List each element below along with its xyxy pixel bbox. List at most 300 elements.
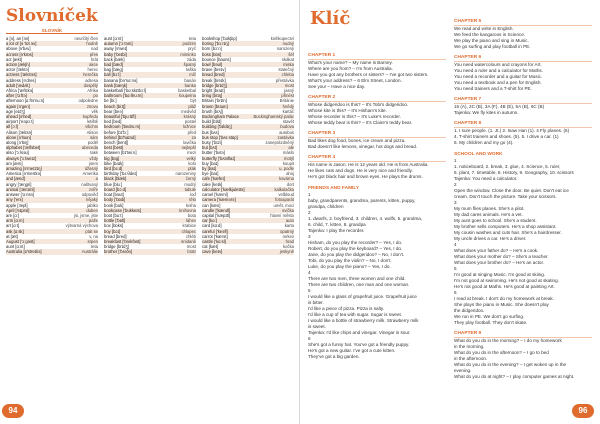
- glossary-term: brother ['brʌðə]: [104, 249, 133, 255]
- glossary-term: a [ə], an [ən]: [6, 36, 30, 41]
- glossary-term: bowl [bəʊl]: [202, 62, 223, 68]
- glossary-term: animal ['ænɪml]: [6, 186, 35, 192]
- glossary-translation: hrát: [90, 56, 98, 62]
- answer-line: Tajenka: You need a calculator.: [454, 176, 518, 181]
- glossary-term: boot [buːt]: [104, 212, 123, 218]
- glossary-term: bounce [baʊns]: [202, 56, 231, 62]
- answer-line: Hisham, do you play the recorder? – Yes, I do.: [308, 240, 403, 245]
- glossary-translation: černý: [185, 176, 196, 182]
- glossary-term: cafe ['kæfeɪ]: [202, 176, 226, 182]
- answer-line: 4. T-shirt trainers and shoes. (5). 5. I drive a car. (1): [454, 134, 559, 139]
- glossary-term: bus stop ['bʌs stɒp]: [202, 134, 238, 140]
- glossary-translation: stavět: [282, 119, 294, 125]
- answer-line: My aunt goes to school. She's a student.: [454, 218, 537, 223]
- answer-line: 5: [308, 288, 311, 293]
- glossary-term: ahead [ə'hed]: [6, 114, 32, 120]
- answer-line: grandpa, children: [308, 204, 344, 209]
- glossary-translation: chleba: [281, 72, 294, 78]
- glossary-term: card [kɑːd]: [202, 223, 222, 229]
- glossary-translation: akce: [89, 62, 98, 68]
- answer-line: My brother sells computers. He's a shop assistant.: [454, 224, 557, 229]
- glossary-term: boss [bɒs]: [202, 51, 222, 57]
- glossary-term: answer ['ɑːnsə]: [6, 192, 35, 198]
- glossary-translation: abeceda: [81, 145, 98, 151]
- answer-line: 2: [308, 210, 311, 215]
- glossary-translation: letiště: [87, 119, 98, 125]
- answer-line: Robert, do you play the keyboard? – Yes, I do.: [308, 246, 403, 251]
- glossary-translation: šéf: [288, 51, 294, 57]
- glossary-term: bookshop ['bʊkʃɒp]: [202, 36, 237, 41]
- glossary-translation: kupředu: [82, 114, 98, 120]
- glossary-translation: snídaně: [181, 238, 196, 244]
- chapter-heading: CHAPTER 6: [454, 55, 592, 62]
- answer-line: cream. Don't touch the picture. Take your scissors.: [454, 194, 557, 199]
- glossary-term: black [blæk]: [104, 176, 127, 182]
- glossary-translation: koupelna: [179, 93, 196, 99]
- glossary-translation: kolo: [188, 160, 196, 166]
- glossary-translation: hrad: [285, 238, 294, 244]
- glossary-translation: úžasný: [84, 166, 98, 172]
- glossary-term: banana [bə'nɑːnə]: [104, 77, 138, 83]
- glossary-term: airport ['eəpɔːt]: [6, 119, 34, 125]
- glossary-term: apple ['æpl]: [6, 202, 28, 208]
- glossary-term: brave [breɪv]: [202, 67, 226, 73]
- glossary-term: all [ɔːl]: [6, 124, 18, 130]
- glossary-entry: [202, 249, 294, 254]
- answer-line: Tobi, do you play the violin? – No, I don't.: [308, 258, 392, 263]
- glossary-term: butter ['bʌtə]: [202, 150, 225, 156]
- glossary-translation: přestávka: [275, 77, 294, 83]
- glossary-translation: svíčka: [282, 207, 294, 213]
- answer-line: They play football. They don't skate.: [454, 320, 528, 325]
- answer-line: 1. dwarfs, 2. boyfriend, 3. children, 4. wolfs, 5. grandma,: [308, 216, 423, 221]
- glossary-term: be [biː]: [104, 98, 117, 104]
- answer-line: My dad cares animals. He's a vet.: [454, 212, 523, 217]
- answer-line: She plays the piano in Music. She doesn't play: [454, 302, 549, 307]
- glossary-translation: karta: [284, 223, 294, 229]
- glossary-translation: bratr: [187, 249, 196, 255]
- glossary-term: alphabet ['ælfəbet]: [6, 145, 41, 151]
- glossary-term: book [bʊk]: [104, 202, 124, 208]
- glossary-term: after ['ɑːftə]: [6, 93, 27, 99]
- glossary-term: ask [ɑːsk]: [6, 228, 24, 234]
- glossary-term: bridge [brɪdʒ]: [104, 244, 129, 250]
- answer-line: He's got black hair and brown eyes. He plays the drums.: [308, 174, 423, 179]
- glossary-term: bathroom ['bɑːθruːm]: [104, 93, 143, 99]
- glossary-translation: Afrika: [87, 88, 98, 94]
- glossary-term: actor ['æktə]: [6, 67, 29, 73]
- glossary-term: am [æm]: [6, 160, 23, 166]
- section-heading: FRIENDS AND FAMILY: [308, 186, 360, 191]
- glossary-term: at [æt]: [6, 233, 18, 239]
- glossary-translation: nějaký: [85, 197, 98, 203]
- answer-line: Bad doesn't like lemons, vinegar, hot dogs and bread.: [308, 144, 418, 149]
- glossary-term: cave [keɪv]: [202, 249, 223, 255]
- glossary-term: again [ə'gen]: [6, 103, 30, 109]
- glossary-translation: basketbal: [178, 88, 196, 94]
- answer-line: What does your mother do? – She's a teacher.: [454, 254, 549, 259]
- answer-line: He's got a new guitar. I've got a cute kitten.: [308, 348, 396, 353]
- answer-line: What does your brother do? – He's an actor.: [454, 260, 544, 265]
- glossary-translation: pták: [188, 166, 196, 172]
- glossary-term: cake [keɪk]: [202, 181, 223, 187]
- glossary-translation: dort: [286, 181, 294, 187]
- answer-line: You need trainers and a T-shirt for PE.: [454, 86, 532, 91]
- answer-line: I'd like a cup of tea with sugar. Sugar is sweet.: [308, 312, 403, 317]
- glossary-translation: modrý: [184, 181, 196, 187]
- glossary-term: always ['ɔːlweɪz]: [6, 155, 37, 161]
- glossary-translation: přinést: [281, 93, 294, 99]
- glossary-translation: teta: [189, 36, 196, 41]
- answer-line: Whose teddy bear is this? – It's Claire's teddy bear.: [308, 120, 413, 125]
- glossary-column-1: [6, 36, 98, 396]
- answer-line: My cousin washes and cuts hair. She's a hairdresser.: [454, 230, 562, 235]
- glossary-term: by [baɪ]: [202, 166, 217, 172]
- glossary-translation: taška: [185, 67, 196, 73]
- glossary-term: any ['eni]: [6, 197, 23, 203]
- answer-line: 3: [308, 234, 311, 239]
- answer-line: Open the window. Close the door. Be quiet. Don't eat ice: [454, 188, 569, 193]
- glossary-translation: most: [186, 244, 196, 250]
- glossary-translation: knihovna: [179, 207, 196, 213]
- glossary-translation: krabice: [182, 223, 196, 229]
- answer-line: 1: [308, 192, 311, 197]
- glossary-translation: míč: [189, 72, 196, 78]
- page-number-left: 94: [2, 404, 24, 418]
- glossary-translation: kavárna: [279, 176, 294, 182]
- glossary-translation: Británie: [279, 98, 294, 104]
- answer-line: in the morning.: [454, 344, 485, 349]
- page-number-right: 96: [572, 404, 594, 418]
- chapter-heading: CHAPTER 1: [308, 53, 446, 60]
- answer-line: 6. My children and my go (4).: [454, 140, 514, 145]
- glossary-translation: hlavní město: [270, 212, 294, 218]
- glossary-term: bad [bæd]: [104, 62, 123, 68]
- answer-line: the didgeridoo.: [454, 308, 485, 313]
- glossary-translation: umět, moci: [273, 202, 294, 208]
- answer-line: I'm not good at swimming. He's not good at skating.: [454, 278, 559, 283]
- glossary-translation: kartáč: [282, 108, 294, 114]
- answer-line: 16 (A), 2C (B), 3A (F), 4B (E), 5A (B), 6C (B): [454, 104, 545, 109]
- glossary-term: boat [bəʊt]: [104, 192, 124, 198]
- answer-line: You need a ruler and a calculator for Maths.: [454, 68, 543, 73]
- glossary-term: away [ə'weɪ]: [104, 46, 128, 52]
- answer-line: Luke, do you play the piano? – Yes, I do.: [308, 264, 391, 269]
- glossary-translation: herec: [87, 67, 98, 73]
- glossary-term: Buckingham Palace: [202, 114, 240, 120]
- glossary-term: bear [beə]: [104, 108, 123, 114]
- glossary-term: blue [bluː]: [104, 181, 123, 187]
- answer-line: is sweet.: [308, 324, 326, 329]
- glossary-term: bike [baɪk]: [104, 160, 124, 166]
- glossary-translation: jasný: [284, 88, 294, 94]
- answer-line: Have you got any brothers or sisters? – I've got two sisters.: [308, 72, 429, 77]
- answer-line: I would like a bottle of strawberry milk. Strawberry milk: [308, 318, 419, 323]
- glossary-translation: autobus: [279, 129, 294, 135]
- answer-line: He likes cats and dogs. He is very nice and friendly.: [308, 168, 413, 173]
- glossary-term: actress ['æktrəs]: [6, 72, 37, 78]
- answer-line: You need a textbook and a pen for English.: [454, 80, 542, 85]
- glossary-term: board [bɔːd]: [104, 186, 127, 192]
- answer-line: Tajenka: I'd like chips and vinegar. Vinegar is sour.: [308, 330, 411, 335]
- answer-line: 1: [454, 158, 457, 163]
- glossary-term: bring [brɪŋ]: [202, 93, 223, 99]
- glossary-translation: loď: [190, 192, 196, 198]
- glossary-term: camera ['kæmərə]: [202, 197, 236, 203]
- answer-line: 2: [454, 182, 457, 187]
- chapter-heading: CHAPTER 8: [454, 121, 592, 128]
- glossary-term: autumn ['ɔːtəm]: [104, 41, 133, 47]
- answer-line: What's your address? – 6 Elm Street, London.: [308, 78, 402, 83]
- glossary-translation: zvíře: [88, 186, 98, 192]
- glossary-translation: jsem: [89, 160, 98, 166]
- glossary-term: build [bɪld]: [202, 119, 222, 125]
- glossary-translation: jablko: [87, 202, 98, 208]
- glossary-translation: v, na: [89, 233, 98, 239]
- glossary-translation: duben: [86, 207, 98, 213]
- glossary-entry: [104, 249, 196, 254]
- glossary-translation: bota: [187, 212, 196, 218]
- glossary-translation: kniha: [185, 202, 196, 208]
- glossary-translation: tělo: [189, 197, 196, 203]
- answer-line: There are two children, one man and one woman.: [308, 282, 410, 287]
- glossary-translation: narozený: [276, 46, 294, 52]
- answer-line: What's your name? – My name is Barney.: [308, 60, 393, 65]
- glossary-translation: být: [190, 98, 196, 104]
- glossary-term: beach [biːtʃ]: [104, 103, 126, 109]
- glossary-translation: Austrálie: [81, 249, 98, 255]
- answer-line: Whose recorder is this? – It's Luke's recorder.: [308, 114, 401, 119]
- answer-line: What do you do in the morning? – I do my homework: [454, 338, 562, 343]
- glossary-term: candle ['kændl]: [202, 207, 231, 213]
- glossary-translation: Alison: [86, 129, 98, 135]
- glossary-translation: ahoj: [286, 171, 294, 177]
- glossary-term: angry ['æŋgri]: [6, 181, 32, 187]
- glossary-translation: neurčitý člen: [74, 36, 98, 41]
- glossary-translation: nad: [91, 46, 98, 52]
- glossary-translation: mezi: [187, 150, 196, 156]
- glossary-translation: statečný: [278, 67, 294, 73]
- glossary-term: bridge [brɪdʒ]: [202, 82, 227, 88]
- glossary-term: carrot ['kærət]: [202, 233, 228, 239]
- glossary-term: before [bɪ'fɔː]: [104, 129, 129, 135]
- glossary-term: boy [bɔɪ]: [104, 228, 121, 234]
- glossary-translation: naštvaný: [81, 181, 98, 187]
- answer-line: 4: [454, 242, 457, 247]
- answer-key-column-right: [454, 14, 592, 380]
- glossary-term: along [ə'lɒŋ]: [6, 140, 29, 146]
- glossary-translation: odpoledne: [78, 98, 98, 104]
- glossary-term: bus [bʌs]: [202, 129, 219, 135]
- glossary-translation: zastávka: [277, 134, 294, 140]
- glossary-translation: podzim: [182, 41, 196, 47]
- glossary-translation: ložnice: [182, 124, 196, 130]
- answer-line: We run in PE. We don't go surfing.: [454, 314, 525, 319]
- glossary-term: bench [bentʃ]: [104, 140, 128, 146]
- glossary-term: between [bɪ'twiːn]: [104, 150, 137, 156]
- glossary-term: body ['bɒdi]: [104, 197, 126, 203]
- glossary-title: Slovníček: [6, 6, 98, 26]
- glossary-translation: přes: [89, 51, 98, 57]
- glossary-entry: [6, 249, 98, 254]
- glossary-translation: miminko: [180, 51, 196, 57]
- glossary-term: back [bæk]: [104, 56, 125, 62]
- answer-line: 6. child, 7. kitten, 8. grandpa: [308, 222, 366, 227]
- glossary-term: and [ænd]: [6, 176, 25, 182]
- glossary-term: address [ə'dres]: [6, 77, 36, 83]
- glossary-term: careful ['keəfl]: [202, 228, 228, 234]
- glossary-translation: mrkev: [282, 233, 294, 239]
- glossary-translation: také: [90, 150, 98, 156]
- answer-line: 5: [454, 266, 457, 271]
- glossary-translation: máslo: [282, 150, 294, 156]
- glossary-term: bed [bed]: [104, 119, 122, 125]
- glossary-term: beautiful ['bjuːtɪfl]: [104, 114, 136, 120]
- glossary-translation: věk: [91, 108, 98, 114]
- glossary-translation: jsi, jsme, jste: [74, 212, 98, 218]
- glossary-translation: herečka: [83, 72, 98, 78]
- answer-line: I read at break. I don't do my homework at break.: [454, 296, 554, 301]
- glossary-translation: velký: [186, 155, 196, 161]
- glossary-translation: medvěd: [181, 108, 196, 114]
- glossary-term: amazing [ə'meɪzɪŋ]: [6, 166, 42, 172]
- glossary-term: baby ['beɪbi]: [104, 51, 127, 57]
- glossary-term: are [ɑː]: [6, 212, 20, 218]
- answer-line: We feed the kangaroos in Science.: [454, 32, 526, 37]
- answer-key-column-left: [308, 48, 446, 360]
- glossary-term: ball [bɔːl]: [104, 72, 121, 78]
- glossary-term: breakfast ['brekfəst]: [104, 238, 141, 244]
- glossary-translation: kalkulačka: [274, 186, 294, 192]
- answer-line: in the afternoon.: [454, 356, 488, 361]
- answer-line: I'm good at singing Music. I'm good at skiing.: [454, 272, 546, 277]
- glossary-translation: chlapec: [181, 228, 196, 234]
- glossary-term: August ['ɔːgəst]: [6, 238, 35, 244]
- section-heading: SCHOOL AND WORK: [454, 152, 503, 157]
- glossary-term: cat [kæt]: [202, 244, 219, 250]
- glossary-term: arm [ɑːm]: [6, 218, 24, 224]
- answer-line: She's got a funny hat. You've got a friendly puppy.: [308, 342, 410, 347]
- glossary-translation: po: [93, 93, 98, 99]
- glossary-term: box [bɒks]: [104, 223, 124, 229]
- answer-line: We read and write in English.: [454, 26, 514, 31]
- glossary-translation: budova: [280, 124, 294, 130]
- answer-line: What do you do at night? – I play computer games at night.: [454, 374, 575, 379]
- answer-line: My uncle drives a car. He's a driver.: [454, 236, 527, 241]
- glossary-translation: vždy: [89, 155, 98, 161]
- answer-line: 6. plant, 7. timetable, 8. History, 9. Geography, 10. scissors: [454, 170, 574, 175]
- answer-line: His name is Jason. He is 12 years old. He is from Australia.: [308, 162, 429, 167]
- glossary-subheader: SLOVNÍK: [6, 28, 98, 34]
- answer-line: They've got a big garden.: [308, 354, 360, 359]
- glossary-term: best [best]: [104, 145, 124, 151]
- glossary-translation: skákat: [281, 56, 294, 62]
- answer-line: I would like a glass of grapefruit juice. Grapefruit juice: [308, 294, 417, 299]
- answer-line: 3: [454, 200, 457, 205]
- glossary-term: born [bɔːn]: [202, 46, 222, 52]
- glossary-term: a lot of [ə 'lɒt əv]: [6, 41, 37, 47]
- glossary-translation: motýl: [283, 155, 294, 161]
- glossary-translation: hodně: [86, 41, 98, 47]
- glossary-translation: a: [95, 176, 98, 182]
- glossary-translation: postel: [184, 119, 196, 125]
- answer-line: See you! – Have a nice day.: [308, 84, 366, 89]
- glossary-translation: krásný: [183, 114, 196, 120]
- answer-line: What does your father do? – He's a cook.: [454, 248, 539, 253]
- glossary-term: basketball ['bɑːskɪtbɔːl]: [104, 88, 147, 94]
- glossary-term: bread [bred]: [202, 72, 225, 78]
- answer-line: Tajenka: We fly kites in autumn.: [454, 110, 519, 115]
- glossary-translation: fotoaparát: [275, 197, 294, 203]
- chapter-heading: CHAPTER 7: [454, 97, 592, 104]
- glossary-term: buy [baɪ]: [202, 160, 219, 166]
- answer-line: evening.: [454, 368, 472, 373]
- glossary-term: big [bɪg]: [104, 155, 120, 161]
- glossary-term: also ['ɔːlsəʊ]: [6, 150, 29, 156]
- glossary-term: calculator ['kælkjuleɪtə]: [202, 186, 245, 192]
- glossary-term: April ['eɪprəl]: [6, 207, 30, 213]
- glossary-term: building ['bɪldɪŋ]: [202, 124, 232, 130]
- glossary-translation: koupit: [282, 160, 294, 166]
- glossary-translation: Buckinghamský palác: [253, 114, 294, 120]
- glossary-term: adult ['ædʌlt]: [6, 82, 30, 88]
- glossary-translation: ale: [288, 145, 294, 151]
- answer-line: is bitter.: [308, 300, 324, 305]
- answer-line: He's not good at Maths. He's good at painting Art.: [454, 284, 555, 289]
- glossary-translation: banka: [184, 82, 196, 88]
- glossary-translation: znovu: [86, 103, 98, 109]
- answer-line: Bad likes dog food, bones, ice cream and pizza.: [308, 138, 406, 143]
- glossary-translation: pryč: [188, 46, 196, 52]
- glossary-term: birthday ['bɜːθdeɪ]: [104, 171, 138, 177]
- glossary-translation: špatný: [183, 62, 196, 68]
- glossary-translation: sám: [90, 134, 98, 140]
- glossary-term: bookcase ['bʊkkeɪs]: [104, 207, 142, 213]
- answer-line: 6: [308, 336, 311, 341]
- glossary-translation: kočka: [283, 244, 294, 250]
- answer-line: Whose didgeridoo is this? – It's Tobi's didgeridoo.: [308, 102, 409, 107]
- glossary-term: Africa ['æfrɪkə]: [6, 88, 34, 94]
- glossary-translation: výtvarná výchova: [65, 223, 98, 229]
- glossary-term: age [eɪdʒ]: [6, 108, 25, 114]
- glossary-term: but [bʌt]: [202, 145, 217, 151]
- glossary-translation: hnědý: [282, 103, 294, 109]
- glossary-translation: miska: [283, 62, 294, 68]
- glossary-term: bag [bæg]: [104, 67, 123, 73]
- glossary-translation: tabule: [184, 186, 196, 192]
- chapter-heading: CHAPTER 3: [308, 131, 446, 138]
- glossary-term: America [ə'merɪkə]: [6, 171, 42, 177]
- glossary-term: Britain ['brɪtn]: [202, 98, 227, 104]
- glossary-term: bird [bɜːd]: [104, 166, 123, 172]
- glossary-term: camel ['kæml]: [202, 192, 228, 198]
- glossary-term: aunt [ɑːnt]: [6, 244, 25, 250]
- answer-line: 1. noticeboard, 2. break, 3. glue, 4. Science, 5. ruler,: [454, 164, 561, 169]
- glossary-translation: pláž: [188, 103, 196, 109]
- glossary-term: can [kæn]: [202, 202, 221, 208]
- glossary-translation: před: [187, 129, 196, 135]
- answer-line: We go surfing and play football in PE.: [454, 44, 531, 49]
- glossary-term: across [ə'krɒs]: [6, 51, 33, 57]
- glossary-term: bye [baɪ]: [202, 171, 219, 177]
- glossary-term: bottle ['bɒtl]: [104, 218, 126, 224]
- answer-line: What do you do in the afternoon? – I go to bed: [454, 350, 549, 355]
- glossary-column-3: [202, 36, 294, 396]
- glossary-term: break [breɪk]: [202, 77, 226, 83]
- glossary-term: boring ['bɔːrɪŋ]: [202, 41, 229, 47]
- glossary-translation: odpověď: [81, 192, 98, 198]
- glossary-term: brush [brʌʃ]: [202, 108, 223, 114]
